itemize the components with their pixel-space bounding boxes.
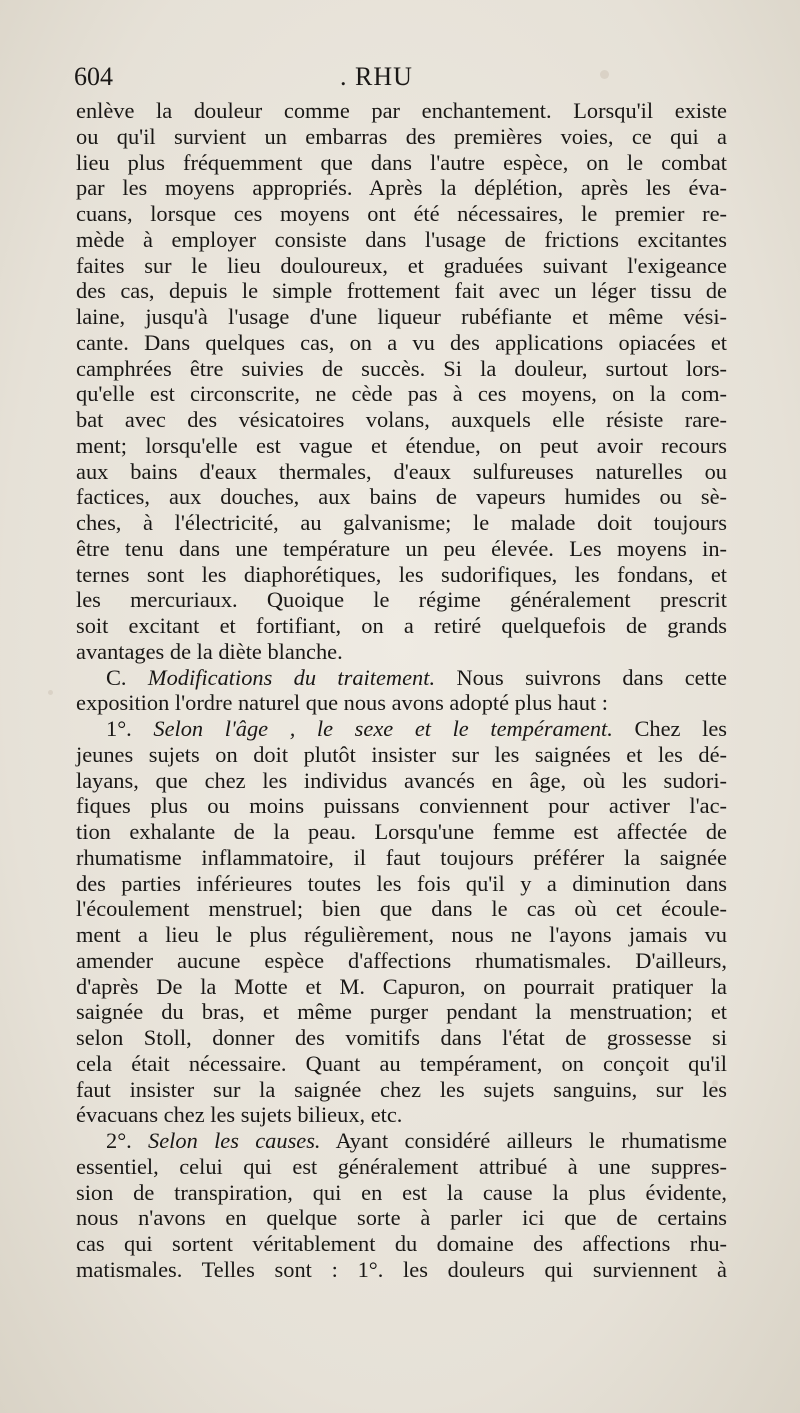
text-line: laine, jusqu'à l'usage d'une liqueur rubéfiante et même vési- [76, 304, 727, 329]
text-line: amender aucune espèce d'affections rhumatismales. D'ailleurs, [76, 947, 727, 973]
text-line: factices, aux douches, aux bains de vapeurs humides ou sè- [76, 484, 727, 510]
text-line: d'après De la Motte et M. Capuron, on pourrait pratiquer la [76, 973, 727, 999]
text-line: lieu plus fréquemment que dans l'autre espèce, on le combat [76, 149, 727, 175]
section-2-heading-line [76, 1128, 727, 1154]
text-line: ment a lieu le plus régulièrement, nous ne l'ayons jamais vu [76, 922, 727, 947]
text-line: ternes sont les diaphorétiques, les sudorifiques, les fondans, et [76, 561, 727, 587]
section-2-label: 2°. [106, 1128, 132, 1153]
text-line: essentiel, celui qui est généralement attribué à une suppres- [76, 1153, 727, 1179]
text-line: des cas, depuis le simple frottement fait avec un léger tissu de [76, 278, 727, 304]
text-line: layans, que chez les individus avancés en âge, où les sudori- [76, 767, 727, 793]
text-line: camphrées être suivies de succès. Si la douleur, surtout lors- [76, 355, 727, 381]
text-line: faut insister sur la saignée chez les sujets sanguins, sur les [76, 1076, 727, 1102]
text-line: être tenu dans une température un peu élevée. Les moyens in- [76, 535, 727, 561]
text-line: soit excitant et fortifiant, on a retiré quelquefois de grands [76, 613, 727, 638]
text-line: nous n'avons en quelque sorte à parler ici que de certains [76, 1205, 727, 1231]
text-line: cas qui sortent véritablement du domaine des affections rhu- [76, 1231, 727, 1256]
section-2-text: Ayant considéré ailleurs le rhumatisme [335, 1128, 727, 1153]
section-c-label: C. [106, 664, 127, 690]
text-line: mède à employer consiste dans l'usage de frictions excitantes [76, 226, 727, 252]
text-line: aux bains d'eaux thermales, d'eaux sulfureuses naturelles ou [76, 458, 727, 484]
text-line: ment; lorsqu'elle est vague et étendue, on peut avoir recours [76, 432, 727, 458]
text-line: faites sur le lieu douloureux, et graduées suivant l'exigeance [76, 252, 727, 278]
section-c-title: Modifications du traitement. [147, 664, 436, 690]
section-1-heading-line [76, 716, 727, 742]
page-header [74, 62, 744, 98]
foxing-spot [48, 690, 53, 695]
text-line: l'écoulement menstruel; bien que dans le cas où cet écoule- [76, 896, 727, 922]
text-line: exposition l'ordre naturel que nous avons adopté plus haut : [76, 690, 608, 716]
text-line: avantages de la diète blanche. [76, 638, 343, 664]
text-line: matismales. Telles sont : 1°. les douleurs qui surviennent à [76, 1256, 727, 1282]
text-line: tion exhalante de la peau. Lorsqu'une femme est affectée de [76, 819, 727, 844]
page-number: 604 [74, 62, 113, 91]
text-line: bat avec des vésicatoires volans, auxquels elle résiste rare- [76, 407, 727, 432]
text-line: des parties inférieures toutes les fois qu'il y a diminution dans [76, 870, 727, 896]
section-2-title: Selon les causes. [148, 1128, 321, 1153]
text-line: ou qu'il survient un embarras des premières voies, ce qui a [76, 123, 727, 149]
section-1-label: 1°. [106, 716, 132, 741]
text-line: selon Stoll, donner des vomitifs dans l'état de grossesse si [76, 1025, 727, 1050]
section-1-text: Chez les [634, 716, 727, 741]
text-line: enlève la douleur comme par enchantement. Lorsqu'il existe [76, 98, 727, 123]
text-line: cela était nécessaire. Quant au tempérament, on conçoit qu'il [76, 1050, 727, 1076]
text-line: ches, à l'électricité, au galvanisme; le malade doit toujours [76, 510, 727, 535]
body-text [76, 98, 727, 1283]
text-line: évacuans chez les sujets bilieux, etc. [76, 1102, 403, 1128]
section-c-text: Nous suivrons dans cette [456, 664, 727, 690]
text-line: cuans, lorsque ces moyens ont été nécessaires, le premier re- [76, 201, 727, 226]
running-head: . RHU [340, 62, 413, 91]
text-line: rhumatisme inflammatoire, il faut toujours préférer la saignée [76, 844, 727, 870]
text-line: jeunes sujets on doit plutôt insister sur les saignées et les dé- [76, 741, 727, 767]
text-line: cante. Dans quelques cas, on a vu des applications opiacées et [76, 329, 727, 355]
section-c-heading-line [76, 665, 727, 691]
text-line: fiques plus ou moins puissans conviennent pour activer l'ac- [76, 793, 727, 819]
text-line: par les moyens appropriés. Après la déplétion, après les éva- [76, 175, 727, 201]
section-1-title: Selon l'âge , le sexe et le tempérament. [153, 716, 613, 741]
text-line: qu'elle est circonscrite, ne cède pas à ces moyens, on la com- [76, 381, 727, 407]
text-line: sion de transpiration, qui en est la cause la plus évidente, [76, 1179, 727, 1205]
text-line: les mercuriaux. Quoique le régime généralement prescrit [76, 587, 727, 613]
text-line: saignée du bras, et même purger pendant la menstruation; et [76, 999, 727, 1025]
